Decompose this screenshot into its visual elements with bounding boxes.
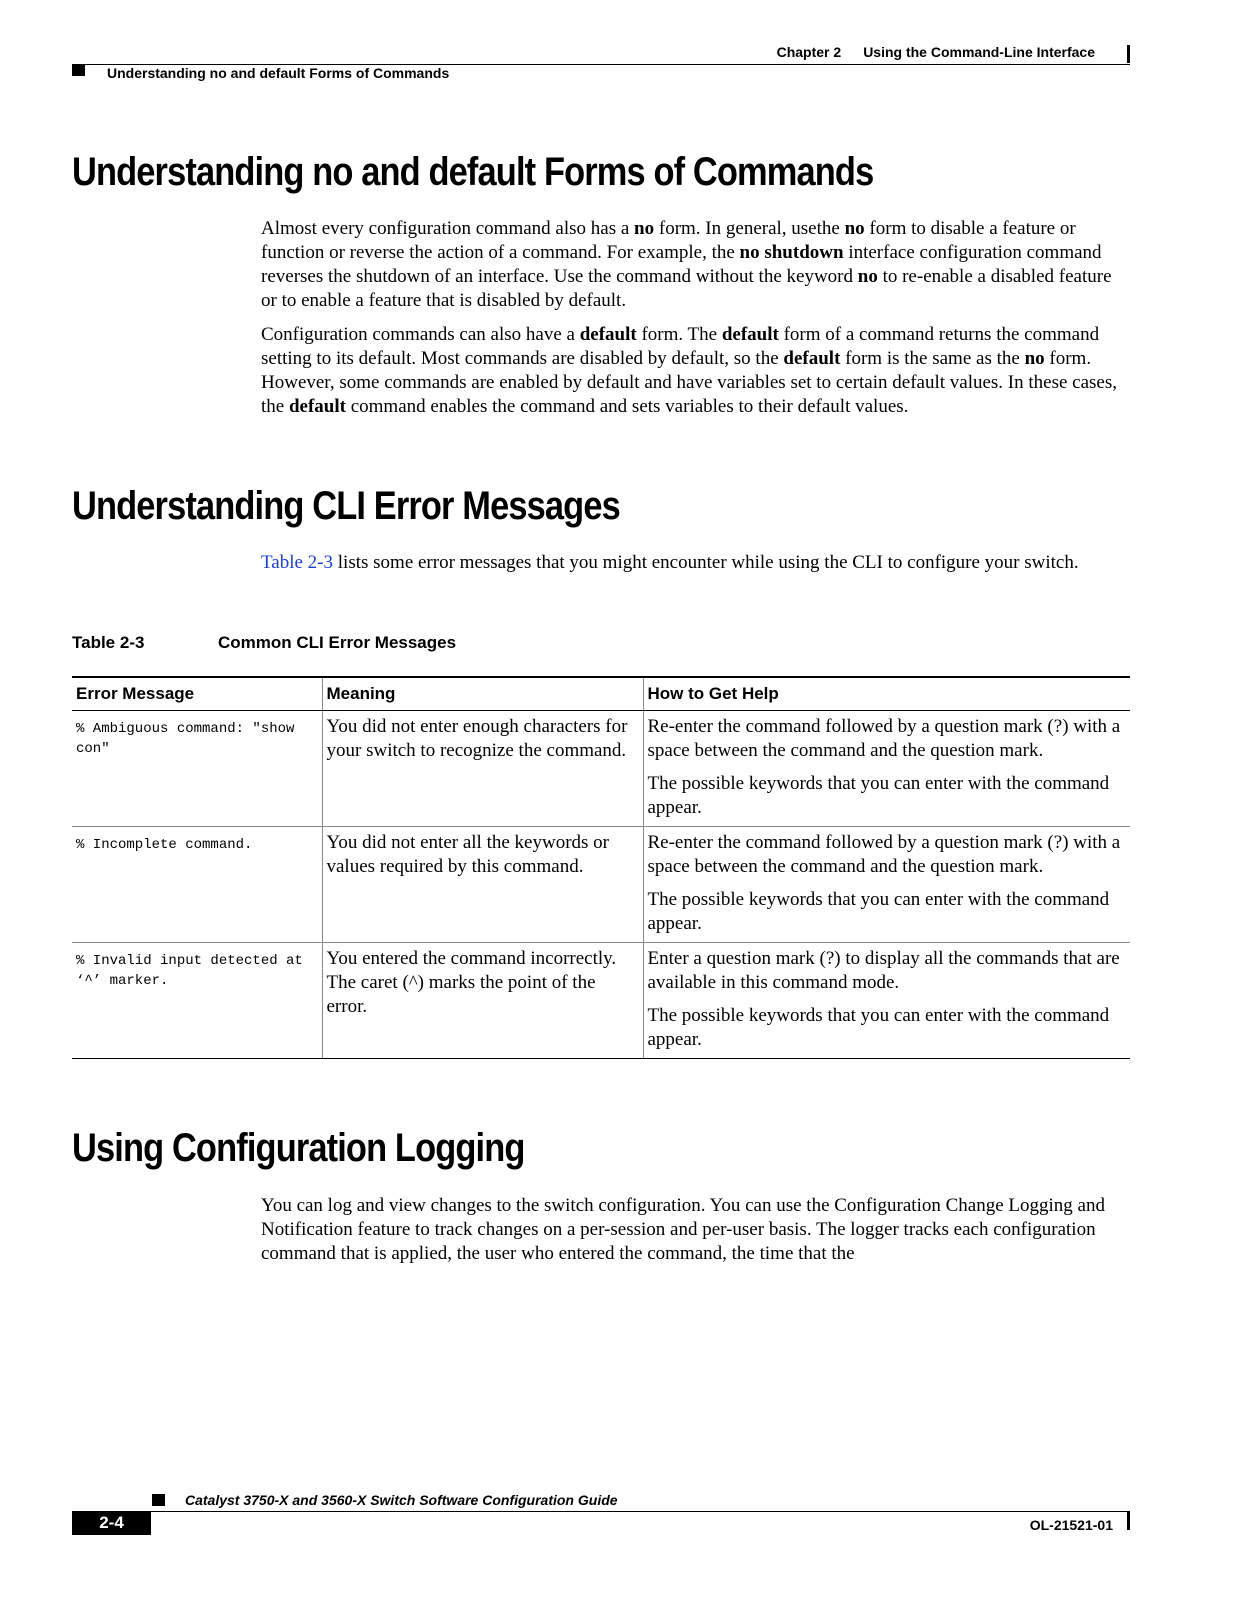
chapter-title: Using the Command-Line Interface — [863, 44, 1095, 60]
footer-rule — [72, 1511, 1130, 1512]
keyword: default — [721, 324, 779, 345]
table-row — [72, 711, 1130, 827]
help-text: The possible keywords that you can enter with the command appear. — [647, 773, 1110, 818]
column-header-how-to-get-help: How to Get Help — [643, 677, 1130, 711]
running-header-section: Understanding no and default Forms of Commands — [107, 65, 450, 81]
table-cross-reference-link[interactable]: Table 2-3 — [261, 552, 334, 573]
keyword: no — [844, 218, 865, 239]
paragraph — [261, 323, 1131, 419]
column-header-meaning: Meaning — [322, 677, 643, 711]
text-run: interface configuration command reverses the shutdown of an interface. Use the command without the keyword — [261, 242, 1102, 287]
section-heading-no-default: Understanding no and default Forms of Commands — [72, 150, 874, 194]
error-message-cell: % Ambiguous command: "show con" — [72, 711, 322, 827]
keyword: no — [857, 266, 878, 287]
section-heading-cli-errors: Understanding CLI Error Messages — [72, 484, 620, 528]
help-text: Enter a question mark (?) to display all the commands that are available in this command mode. — [647, 948, 1120, 993]
help-cell — [643, 943, 1130, 1059]
error-message-cell: % Invalid input detected at ‘^’ marker. — [72, 943, 322, 1059]
error-message-cell: % Incomplete command. — [72, 827, 322, 943]
keyword: no — [634, 218, 655, 239]
help-text: Re-enter the command followed by a question mark (?) with a space between the command and the question mark. — [647, 716, 1121, 761]
chapter-number: Chapter 2 — [776, 44, 842, 60]
running-header-chapter — [777, 44, 1095, 60]
table-header-row — [72, 677, 1130, 711]
text-run: to re-enable a disabled feature or to enable a feature that is disabled by default. — [261, 266, 1112, 311]
section-body-cli-errors — [261, 551, 1131, 585]
help-text: The possible keywords that you can enter with the command appear. — [647, 1005, 1110, 1050]
table-caption-number: Table 2-3 — [72, 633, 145, 652]
keyword: default — [579, 324, 637, 345]
section-body-no-default — [261, 217, 1131, 429]
text-run: command enables the command and sets variables to their default values. — [345, 396, 909, 417]
header-square-marker — [72, 64, 85, 76]
text-run: form is the same as the — [840, 348, 1025, 369]
footer-guide-title: Catalyst 3750-X and 3560-X Switch Software Configuration Guide — [185, 1492, 618, 1508]
header-bar-marker — [1127, 45, 1130, 63]
help-cell — [643, 827, 1130, 943]
paragraph — [261, 217, 1131, 313]
page-number: 2-4 — [72, 1511, 151, 1535]
table-row — [72, 943, 1130, 1059]
keyword: default — [288, 396, 346, 417]
help-cell — [643, 711, 1130, 827]
text-run: form to disable a feature or function or reverse the action of a command. For example, the — [261, 218, 1076, 263]
keyword: default — [783, 348, 841, 369]
text-run: form. However, some commands are enabled by default and have variables set to certain default values. In these cases, the — [261, 348, 1118, 417]
cli-error-messages-table — [72, 676, 1130, 1059]
footer-square-marker — [152, 1494, 165, 1506]
meaning-cell: You did not enter enough characters for your switch to recognize the command. — [322, 711, 643, 827]
section-heading-config-logging: Using Configuration Logging — [72, 1126, 525, 1170]
table-caption-title: Common CLI Error Messages — [218, 633, 457, 652]
paragraph: You can log and view changes to the switch configuration. You can use the Configuration Change Logging and Notification feature to track changes on a per-session and per-user basis. The logger tracks each configuration command that is applied, the user who entered the command, the time that the — [261, 1195, 1105, 1264]
text-run: form. The — [636, 324, 722, 345]
paragraph — [261, 551, 1131, 575]
section-body-config-logging — [261, 1194, 1131, 1276]
column-header-error-message: Error Message — [72, 677, 322, 711]
table-caption — [72, 633, 456, 653]
keyword: no shutdown — [739, 242, 844, 263]
table-row — [72, 827, 1130, 943]
footer-bar-marker — [1127, 1512, 1130, 1530]
text-run: lists some error messages that you might encounter while using the CLI to configure your switch. — [333, 552, 1079, 573]
meaning-cell: You did not enter all the keywords or values required by this command. — [322, 827, 643, 943]
text-run: form of a command returns the command setting to its default. Most commands are disabled by default, so the — [261, 324, 1100, 369]
meaning-cell: You entered the command incorrectly. The caret (^) marks the point of the error. — [322, 943, 643, 1059]
text-run: Configuration commands can also have a — [261, 324, 580, 345]
text-run: form. In general, usethe — [654, 218, 845, 239]
keyword: no — [1024, 348, 1045, 369]
help-text: The possible keywords that you can enter with the command appear. — [647, 889, 1110, 934]
help-text: Re-enter the command followed by a question mark (?) with a space between the command and the question mark. — [647, 832, 1121, 877]
text-run: Almost every configuration command also has a — [261, 218, 635, 239]
footer-doc-number: OL-21521-01 — [1029, 1517, 1113, 1533]
